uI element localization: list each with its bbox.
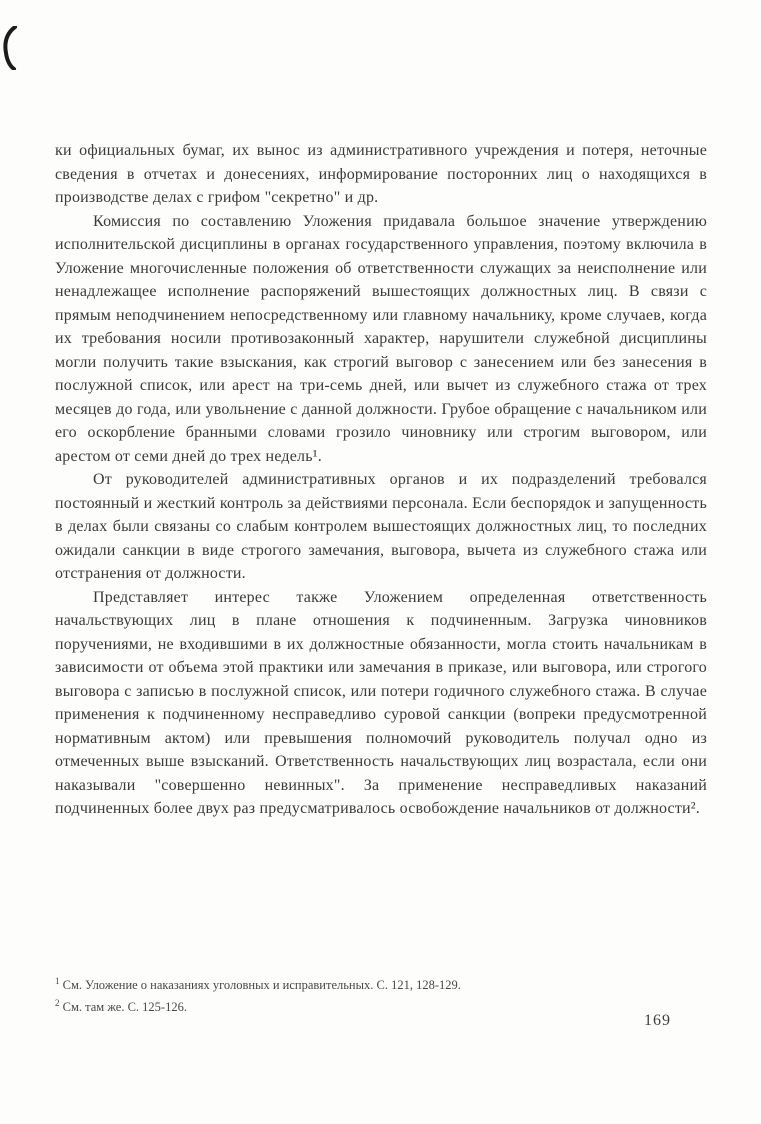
footnote-2-text: См. там же. С. 125-126. [62, 1000, 187, 1014]
footnote-2 [55, 996, 707, 1018]
body-text [55, 139, 707, 821]
paragraph-supervisors: От руководителей административных органов и их подразделений требовался постоянный и жесткий контроль за действиями персонала. Если беспорядок и запущенность в делах были связаны со слабым контролем вышестоящих должностных лиц, то последних ожидали санкции в виде строгого замечания, выговора, вычета из служебного стажа или отстранения от должности. [55, 471, 707, 582]
scan-artifact-mark [2, 26, 18, 70]
paragraph-responsibility: Представляет интерес также Уложением определенная ответственность начальствующих лиц в плане отношения к подчиненным. Загрузка чиновников поручениями, не входившими в их должностные обязанности, могла стоить начальникам в зависимости от объема этой практики или замечания в приказе, или выговора, или строгого выговора с записью в послужной список, или потери годичного служебного стажа. В случае применения к подчиненному несправедливо суровой санкции (вопреки предусмотренной нормативным актом) или превышения полномочий руководитель получал одно из отмеченных выше взысканий. Ответственность начальствующих лиц возрастала, если они наказывали "совершенно невинных". За применение несправедливых наказаний подчиненных более двух раз предусматривалось освобождение начальников от должности². [55, 588, 707, 817]
paragraph-continuation: ки официальных бумаг, их вынос из административного учреждения и потеря, неточные сведения в отчетах и донесениях, информирование посторонних лиц о находящихся в производстве делах с грифом "секретно" и др. [55, 142, 707, 206]
page-number: 169 [644, 1012, 671, 1029]
footnotes-section [55, 974, 707, 1018]
footnote-1-text: См. Уложение о наказаниях уголовных и исправительных. С. 121, 128-129. [62, 978, 461, 992]
footnote-1 [55, 974, 707, 996]
footnote-2-marker: 2 [55, 997, 60, 1008]
footnote-1-marker: 1 [55, 975, 60, 986]
paragraph-commission: Комиссия по составлению Уложения придавала большое значение утверждению исполнительской дисциплины в органах государственного управления, поэтому включила в Уложение многочисленные положения об ответственности служащих за неисполнение или ненадлежащее исполнение распоряжений вышестоящих должностных лиц. В связи с прямым неподчинением непосредственному или главному начальнику, кроме случаев, когда их требования носили противозаконный характер, нарушители служебной дисциплины могли получить такие взыскания, как строгий выговор с занесением или без занесения в послужной список, или арест на три-семь дней, или вычет из служебного стажа от трех месяцев до года, или увольнение с данной должности. Грубое обращение с начальником или его оскорбление бранными словами грозило чиновнику или строгим выговором, или арестом от семи дней до трех недель¹. [55, 212, 707, 465]
